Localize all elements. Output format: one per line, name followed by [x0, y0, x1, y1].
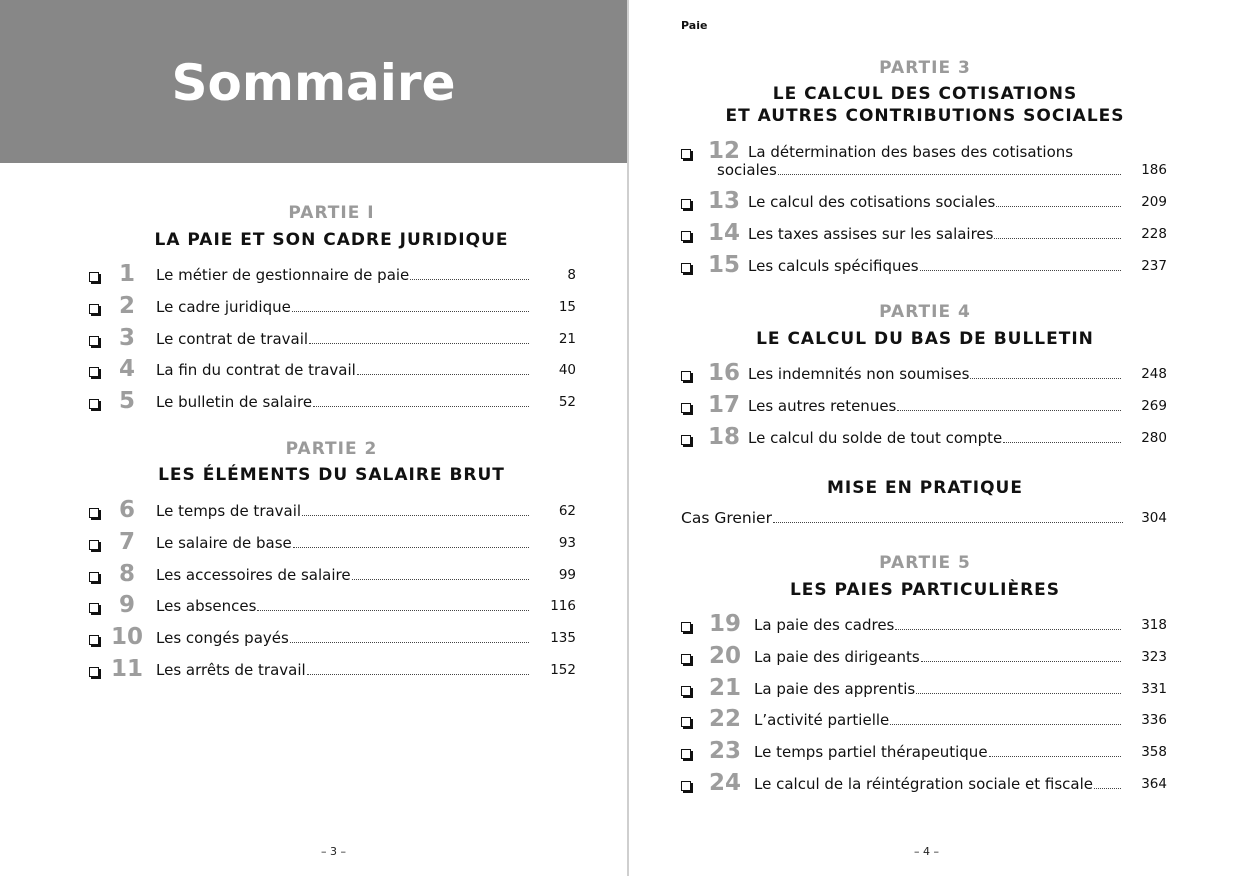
chapter-number: 1: [118, 261, 135, 287]
chapter-page-number: 62: [558, 503, 576, 519]
chapter-title: La paie des cadres: [754, 616, 895, 634]
leader-dots: [1003, 442, 1121, 443]
checkbox-icon: [681, 371, 691, 381]
leader-dots: [257, 610, 529, 611]
chapter-title: Le calcul du solde de tout compte: [748, 429, 1003, 447]
leader-dots: [352, 579, 529, 580]
chapter-page-number: 318: [1141, 617, 1167, 633]
chapter-page-number: 116: [550, 598, 576, 615]
chapter-page-number: 323: [1141, 648, 1167, 665]
chapter-page-number: 280: [1141, 430, 1167, 446]
chapter-title: Le calcul de la réintégration sociale et fiscale: [754, 775, 1094, 793]
leader-dots: [302, 515, 529, 516]
chapter-title: Le cadre juridique: [156, 297, 291, 316]
chapter-entry-21[interactable]: [681, 674, 1171, 709]
chapter-page-number: 152: [550, 662, 576, 678]
checkbox-icon: [681, 717, 691, 727]
part-4-label: PARTIE 4: [879, 302, 971, 322]
chapter-entry-18[interactable]: [681, 426, 1171, 458]
leader-dots: [410, 279, 529, 280]
checkbox-icon: [89, 272, 99, 282]
leader-dots: [890, 724, 1121, 725]
chapter-number: 15: [707, 252, 740, 278]
chapter-title: Les autres retenues: [748, 397, 897, 415]
leader-dots: [916, 693, 1121, 694]
chapter-page-number: 40: [558, 362, 576, 379]
checkbox-icon: [681, 435, 691, 445]
chapter-page-number: 21: [558, 330, 576, 347]
checkbox-icon: [89, 635, 99, 645]
checkbox-icon: [89, 540, 99, 550]
chapter-page-number: 336: [1141, 712, 1167, 729]
part-5-title: LES PAIES PARTICULIÈRES: [789, 580, 1061, 600]
leader-dots: [309, 343, 529, 344]
chapter-page-number: 364: [1141, 776, 1167, 792]
leader-dots: [357, 374, 529, 375]
chapter-title: Les taxes assises sur les salaires: [748, 225, 994, 243]
chapter-title: Le salaire de base: [156, 533, 292, 552]
summary-banner: [0, 0, 627, 163]
chapter-entry-20[interactable]: [681, 642, 1171, 677]
chapter-entry-2[interactable]: [89, 292, 579, 327]
checkbox-icon: [681, 231, 691, 241]
chapter-entry-11[interactable]: [89, 658, 579, 690]
leader-dots: [293, 547, 529, 548]
mise-en-pratique-title: MISE EN PRATIQUE: [827, 478, 1023, 498]
chapter-page-number: 248: [1141, 366, 1167, 382]
chapter-number: 22: [708, 706, 741, 733]
part-4-title: LE CALCUL DU BAS DE BULLETIN: [756, 329, 1094, 349]
chapter-number: 19: [708, 611, 741, 637]
part-3-title-line1: LE CALCUL DES COTISATIONS: [772, 84, 1078, 104]
right-page: [629, 0, 1252, 876]
chapter-entry-4[interactable]: [89, 358, 579, 390]
chapter-page-number: 237: [1141, 258, 1167, 274]
chapter-title: La paie des apprentis: [754, 679, 916, 698]
checkbox-icon: [89, 667, 99, 677]
chapter-number: 4: [118, 356, 135, 383]
chapter-title: Les indemnités non soumises: [748, 365, 970, 383]
chapter-page-number: 331: [1141, 680, 1167, 697]
chapter-entry-19[interactable]: [681, 613, 1171, 645]
chapter-title: Le temps partiel thérapeutique: [754, 743, 988, 762]
cas-grenier-page: 304: [1141, 510, 1167, 526]
chapter-title-line1: La détermination des bases des cotisations: [748, 143, 1074, 161]
leader-dots: [307, 674, 529, 675]
checkbox-icon: [89, 603, 99, 613]
chapter-entry-15[interactable]: [681, 254, 1171, 286]
chapter-number: 8: [118, 560, 135, 587]
leader-dots: [292, 311, 529, 312]
cas-grenier-title: Cas Grenier: [681, 509, 772, 527]
chapter-entry-14[interactable]: [681, 222, 1171, 254]
checkbox-icon: [681, 749, 691, 759]
running-head: Paie: [681, 19, 708, 32]
part-3-title-line2: ET AUTRES CONTRIBUTIONS SOCIALES: [725, 106, 1125, 126]
chapter-number: 17: [707, 392, 740, 418]
chapter-page-number: 135: [550, 630, 576, 647]
chapter-number: 3: [118, 324, 135, 351]
checkbox-icon: [89, 304, 99, 314]
chapter-number: 12: [707, 138, 740, 164]
chapter-number: 20: [708, 642, 741, 669]
chapter-entry-9[interactable]: [89, 594, 579, 626]
checkbox-icon: [681, 686, 691, 696]
chapter-page-number: 209: [1141, 194, 1167, 210]
chapter-page-number: 186: [1141, 162, 1167, 178]
chapter-page-number: 15: [558, 298, 576, 315]
chapter-page-number: 99: [558, 566, 576, 583]
chapter-entry-7[interactable]: [89, 528, 579, 563]
checkbox-icon: [681, 263, 691, 273]
chapter-entry-12[interactable]: [681, 138, 1171, 179]
checkbox-icon: [681, 622, 691, 632]
chapter-number: 10: [110, 624, 143, 651]
chapter-entry-3[interactable]: [89, 324, 579, 359]
leader-dots: [921, 661, 1121, 662]
chapter-title: Le contrat de travail: [156, 329, 309, 348]
chapter-page-number: 8: [567, 267, 576, 283]
chapter-number: 13: [707, 188, 740, 214]
chapter-title: sociales: [717, 161, 777, 179]
leader-dots: [897, 410, 1121, 411]
chapter-title: Les calculs spécifiques: [748, 257, 919, 275]
checkbox-icon: [89, 336, 99, 346]
chapter-page-number: 269: [1141, 398, 1167, 414]
page-number-right: – 4 –: [914, 845, 939, 858]
leader-dots: [895, 629, 1121, 630]
checkbox-icon: [681, 654, 691, 664]
part-5-label: PARTIE 5: [879, 553, 971, 573]
chapter-title: L’activité partielle: [754, 711, 890, 730]
part-1-title: LA PAIE ET SON CADRE JURIDIQUE: [154, 230, 509, 250]
chapter-entry-5[interactable]: [89, 390, 579, 422]
checkbox-icon: [89, 508, 99, 518]
chapter-title: Les arrêts de travail: [156, 661, 306, 679]
leader-dots: [290, 642, 529, 643]
part-2-label: PARTIE 2: [285, 439, 378, 459]
chapter-number: 5: [118, 388, 135, 415]
chapter-page-number: 52: [558, 394, 576, 411]
chapter-entry-8[interactable]: [89, 560, 579, 595]
chapter-number: 16: [707, 360, 740, 386]
chapter-page-number: 228: [1141, 226, 1167, 242]
chapter-title: Le temps de travail: [156, 502, 302, 520]
leader-dots: [989, 756, 1121, 757]
chapter-title: Les absences: [156, 597, 257, 616]
chapter-number: 18: [707, 424, 740, 450]
chapter-title: Le métier de gestionnaire de paie: [156, 266, 410, 284]
chapter-number: 23: [708, 738, 741, 765]
checkbox-icon: [89, 367, 99, 377]
chapter-entry-10[interactable]: [89, 626, 579, 658]
chapter-number: 11: [110, 656, 143, 682]
chapter-number: 21: [708, 674, 741, 701]
checkbox-icon: [681, 199, 691, 209]
part-1-label: PARTIE I: [288, 203, 375, 223]
chapter-title: La paie des dirigeants: [754, 647, 920, 666]
checkbox-icon: [681, 149, 691, 159]
chapter-number: 6: [118, 497, 135, 523]
leader-dots: [773, 522, 1123, 523]
leader-dots: [778, 174, 1121, 175]
chapter-entry-6[interactable]: [89, 499, 579, 531]
part-3-label: PARTIE 3: [879, 58, 971, 78]
chapter-page-number: 93: [558, 534, 576, 551]
leader-dots: [920, 270, 1121, 271]
chapter-title: Le bulletin de salaire: [156, 393, 313, 412]
chapter-number: 24: [708, 770, 741, 796]
checkbox-icon: [89, 572, 99, 582]
chapter-entry-1[interactable]: [89, 263, 579, 295]
chapter-title: Les accessoires de salaire: [156, 565, 351, 584]
chapter-entry-17[interactable]: [681, 394, 1171, 426]
leader-dots: [994, 238, 1121, 239]
checkbox-icon: [681, 781, 691, 791]
leader-dots: [970, 378, 1121, 379]
chapter-entry-23[interactable]: [681, 740, 1171, 772]
chapter-title: Le calcul des cotisations sociales: [748, 193, 996, 211]
chapter-entry-22[interactable]: [681, 708, 1171, 740]
checkbox-icon: [89, 399, 99, 409]
leader-dots: [313, 406, 529, 407]
chapter-page-number: 358: [1141, 744, 1167, 761]
page-number-left: – 3 –: [321, 845, 346, 858]
chapter-entry-16[interactable]: [681, 362, 1171, 394]
chapter-number: 7: [118, 528, 135, 555]
summary-title: Sommaire: [171, 54, 456, 112]
chapter-entry-24[interactable]: [681, 772, 1171, 804]
chapter-title: Les congés payés: [156, 629, 289, 648]
chapter-title: La fin du contrat de travail: [156, 361, 356, 380]
chapter-number: 2: [118, 292, 135, 319]
chapter-entry-13[interactable]: [681, 190, 1171, 222]
chapter-number: 9: [118, 592, 135, 619]
cas-grenier-entry[interactable]: [681, 506, 1125, 528]
checkbox-icon: [681, 403, 691, 413]
chapter-number: 14: [707, 220, 740, 246]
part-2-title: LES ÉLÉMENTS DU SALAIRE BRUT: [158, 465, 505, 485]
leader-dots: [996, 206, 1121, 207]
leader-dots: [1094, 788, 1121, 789]
